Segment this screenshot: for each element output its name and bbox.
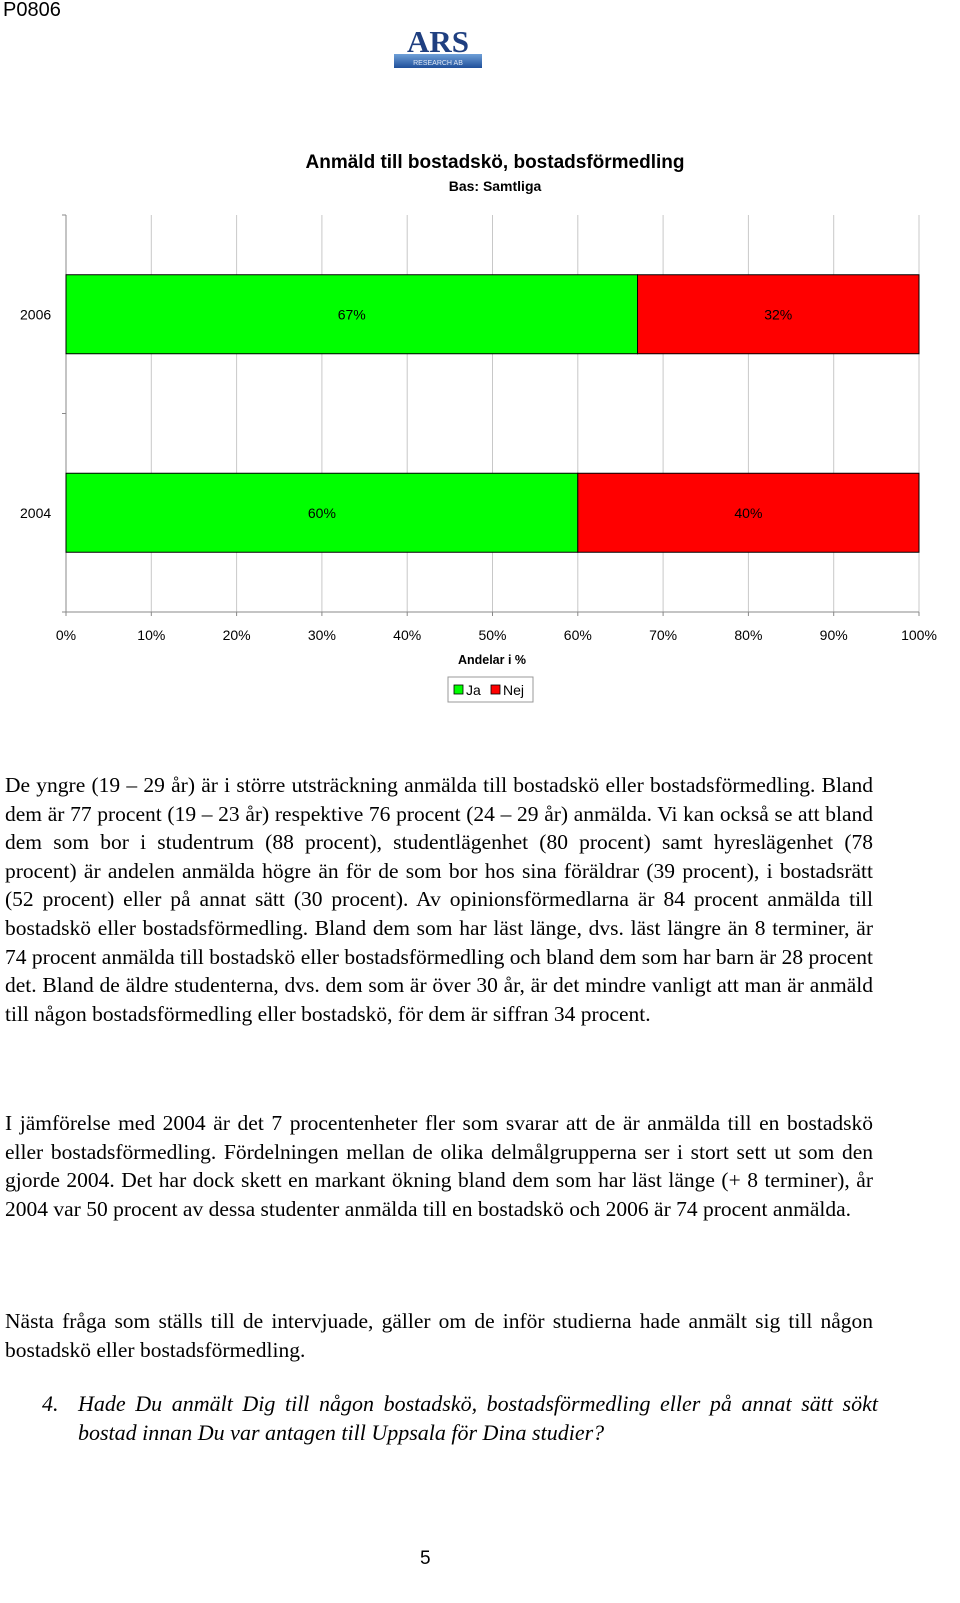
stacked-bar-chart <box>0 0 960 720</box>
chart-subtitle: Bas: Samtliga <box>448 178 542 194</box>
page-number: 5 <box>420 1548 431 1569</box>
legend-label-nej: Nej <box>503 682 525 698</box>
x-tick-label: 20% <box>222 627 251 643</box>
x-tick-label: 90% <box>819 627 848 643</box>
chart-title: Anmäld till bostadskö, bostadsförmedling <box>305 152 685 173</box>
x-tick-label: 10% <box>137 627 166 643</box>
x-tick-label: 30% <box>307 627 336 643</box>
document-code: P0806 <box>3 0 61 21</box>
x-tick-label: 60% <box>563 627 592 643</box>
data-label-nej-2004: 40% <box>734 504 763 521</box>
x-tick-label: 0% <box>55 627 77 643</box>
category-label-2004: 2004 <box>20 504 52 521</box>
legend-swatch-ja <box>454 685 463 694</box>
legend-label-ja: Ja <box>466 682 481 698</box>
body-paragraph-1: De yngre (19 – 29 år) är i större utsträckning anmälda till bostadskö eller bostadsförmedling. Bland dem är 77 procent (19 – 23 år) respektive 76 procent (24 – 29 år) anmälda. Vi kan också se att bland dem som bor i studentrum (88 procent), studentlägenhet (80 procent) samt hyreslägenhet (78 procent) är andelen anmälda högre än för de som bor hos sina föräldrar (39 procent), i bostadsrätt (52 procent) eller på annat sätt (30 procent). Av opinionsförmedlarna är 84 procent anmälda till bostadskö eller bostadsförmedling. Bland dem som har läst länge, dvs. läst längre än 8 terminer, är 74 procent anmälda till bostadskö eller bostadsförmedling och bland dem som har barn är 28 procent det. Bland de äldre studenterna, dvs. dem som är över 30 år, är det mindre vanligt att man är anmäld till någon bostadsförmedling eller bostadskö, för dem är siffran 34 procent. <box>5 773 873 1026</box>
data-label-nej-2006: 32% <box>764 306 793 323</box>
category-label-2006: 2006 <box>20 306 52 323</box>
question-text: Hade Du anmält Dig till någon bostadskö, bostadsförmedling eller på annat sätt sökt bostad innan Du var antagen till Uppsala för Dina studier? <box>78 1391 878 1445</box>
body-paragraph-2: I jämförelse med 2004 är det 7 procentenheter fler som svarar att de är anmälda till en bostadskö eller bostadsförmedling. Fördelningen mellan de olika delmålgrupperna ser i stort sett ut som den gjorde 2004. Det har dock skett en markant ökning bland dem som har läst länge (+ 8 terminer), år 2004 var 50 procent av dessa studenter anmälda till en bostadskö och 2006 är 74 procent anmälda. <box>5 1111 873 1221</box>
svg-text:ARS: ARS <box>406 24 470 59</box>
question-number: 4. <box>42 1391 59 1416</box>
x-tick-label: 80% <box>734 627 763 643</box>
legend-swatch-nej <box>491 685 500 694</box>
data-label-ja-2006: 67% <box>337 306 366 323</box>
svg-text:RESEARCH AB: RESEARCH AB <box>413 60 463 67</box>
x-tick-label: 100% <box>901 627 937 643</box>
x-tick-label: 70% <box>649 627 678 643</box>
x-tick-label: 40% <box>393 627 422 643</box>
x-axis-label: Andelar i % <box>457 653 527 667</box>
x-tick-label: 50% <box>478 627 507 643</box>
data-label-ja-2004: 60% <box>307 504 336 521</box>
body-paragraph-3: Nästa fråga som ställs till de intervjuade, gäller om de inför studierna hade anmält sig till någon bostadskö eller bostadsförmedling. <box>5 1309 873 1362</box>
legend <box>448 677 533 702</box>
